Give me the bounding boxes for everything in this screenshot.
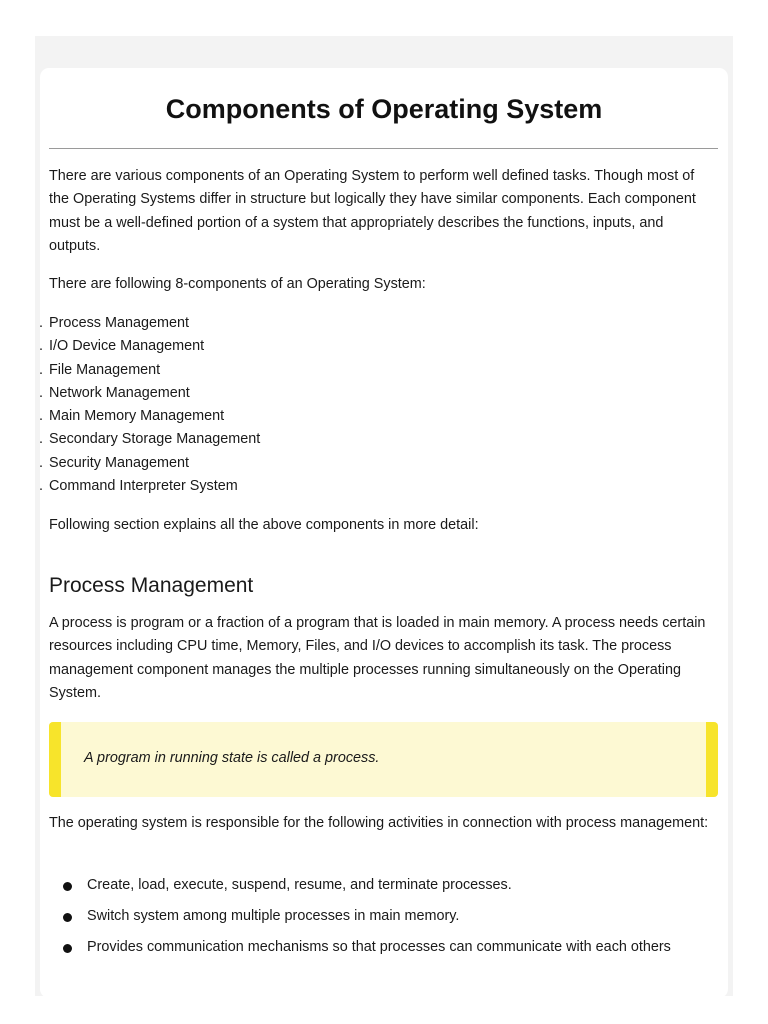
- list-item-label: Secondary Storage Management: [49, 431, 261, 448]
- list-item-label: I/O Device Management: [49, 338, 205, 355]
- list-item: [39, 382, 709, 405]
- bullet-icon: [63, 944, 72, 953]
- list-item: [39, 405, 709, 428]
- list-item-label: Network Management: [49, 384, 190, 401]
- components-intro: There are following 8-components of an Operating System:: [49, 276, 426, 292]
- process-management-paragraph: A process is program or a fraction of a program that is loaded in main memory. A process needs certain resources including CPU time, Memory, Files, and I/O devices to accomplish its task. The process management component manages the multiple processes running simultaneously on the Operating System.: [49, 615, 706, 701]
- bullet-icon: [63, 882, 72, 891]
- list-number-marker: .: [39, 431, 43, 448]
- activities-list: [49, 874, 717, 967]
- list-item: [49, 936, 717, 967]
- note-accent-bar-right: [706, 722, 718, 797]
- list-item-label: File Management: [49, 361, 161, 378]
- bullet-icon: [63, 913, 72, 922]
- section-lead-text: Following section explains all the above components in more detail:: [49, 517, 479, 533]
- list-number-marker: .: [39, 338, 43, 355]
- list-item-label: Main Memory Management: [49, 408, 225, 425]
- list-item-label: Create, load, execute, suspend, resume, and terminate processes.: [87, 877, 512, 893]
- list-item: [39, 312, 709, 335]
- components-list: [39, 312, 709, 498]
- list-item-label: Security Management: [49, 454, 189, 471]
- list-number-marker: .: [39, 384, 43, 401]
- activities-intro: The operating system is responsible for the following activities in connection with process management:: [49, 815, 709, 831]
- list-item: [39, 335, 709, 358]
- list-item: [39, 428, 709, 451]
- title-divider: [49, 148, 718, 149]
- list-item: [39, 452, 709, 475]
- page-title: Components of Operating System: [165, 94, 603, 124]
- list-number-marker: .: [39, 478, 43, 495]
- list-item-label: Provides communication mechanisms so that processes can communicate with each others: [87, 939, 671, 955]
- list-item-label: Command Interpreter System: [49, 478, 238, 495]
- list-item: [49, 905, 717, 936]
- highlight-note: [49, 722, 718, 797]
- list-item-label: Process Management: [49, 315, 189, 331]
- list-number-marker: .: [39, 315, 43, 331]
- list-item: [39, 475, 709, 498]
- intro-paragraph: There are various components of an Operating System to perform well defined tasks. Though most of the Operating Systems differ in structure but logically they have similar components. Each component must be a well-defined portion of a system that appropriately describes the functions, inputs, and outputs.: [49, 168, 696, 254]
- section-heading-process-management: Process Management: [49, 574, 254, 597]
- note-text: A program in running state is called a process.: [84, 750, 380, 766]
- list-number-marker: .: [39, 408, 43, 425]
- list-item: [49, 874, 717, 905]
- list-number-marker: .: [39, 454, 43, 471]
- list-item-label: Switch system among multiple processes in main memory.: [87, 908, 460, 924]
- note-accent-bar-left: [49, 722, 61, 797]
- list-item: [39, 359, 709, 382]
- list-number-marker: .: [39, 361, 43, 378]
